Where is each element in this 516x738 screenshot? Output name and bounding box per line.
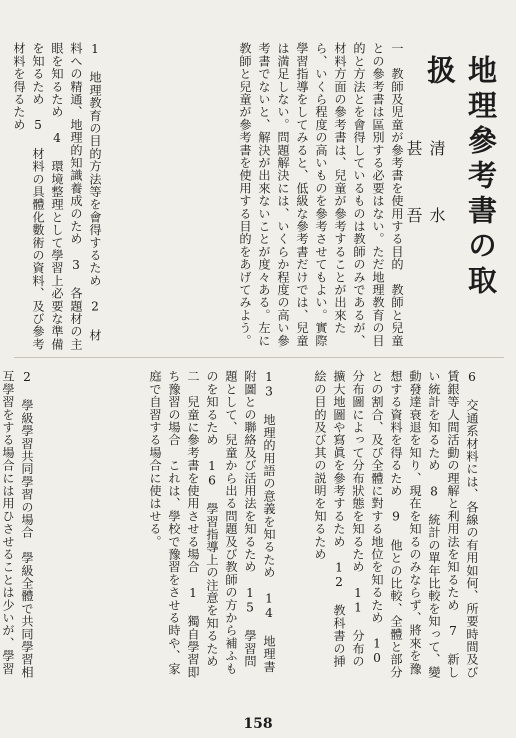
section-1-purpose: 一 教師及児童が參考書を使用する目的 教師と兒童との參考書は區別する必要はない。ただ地理教育の目的と方法とを會得しているものは教師のみであるが、材料方面の參考書は、兒童が參考することが出來たら、いくら程度の高いものを參考させてもよい。實際學習指導をしてみると、低級な參考書だけでは、兒童は満足しない。問題解決には、いくらか程度の高い參考書でないと、解決が出來ないことが度々ある。左に教師と兒童が參考書を使用する目的をあげてみよう。 [238, 42, 404, 347]
page-number: 158 [243, 716, 273, 732]
section-2-usage-cases: 13 地理的用語の意義を知るため 14 地理書附圖との聯絡及び活用法を知るため 15 學習問題として、兒童から出る問題及び教師の方から補ふものを知るため 16 學習指導上の注意を知るため 二 兒童に參考書を使用させる場合 1 獨自學習即ち豫習の場合 これは、學校で豫習をさせる時や、家庭で自習する場合に使はせる。 [148, 370, 276, 681]
tier-divider [14, 357, 504, 358]
article-title: 地理參考書の取扱 [423, 55, 498, 300]
purpose-list-6-12: 6 交通系材料には、各線の有用如何、所要時間及び賃銀等人間活動の理解と利用法を知るため 7 新しい統計を知るため 8 統計の單年比較を知って、變動發達衰退を知り、現在を知るのみならず、將來を豫想する資料を得るため 9 他との比較、全體と部分との割合、及び全體に對する地位を知るため 10 分布圖によって分布狀態を知るため 11 分布の擴大地圖や寫眞を參考するため 12 教科書の挿絵の目的及び其の説明を知るため [313, 370, 479, 679]
purpose-list-1-5: 1 地理教育の目的方法等を會得するため 2 材料への精通、地理的知識養成のため 3 各題材の主眼を知るため 4 環境整理として學習上必要な準備を知るため 5 材料の具體化數術の資料、及び參考材料を得るため [12, 42, 102, 351]
section-3-cautions: 2 學級學習共同學習の場合 學級全體で共同學習相互學習をする場合には用ひさせることは少いが、學習 [1, 370, 34, 679]
author-name: 清 水 甚 吾 [404, 140, 446, 239]
